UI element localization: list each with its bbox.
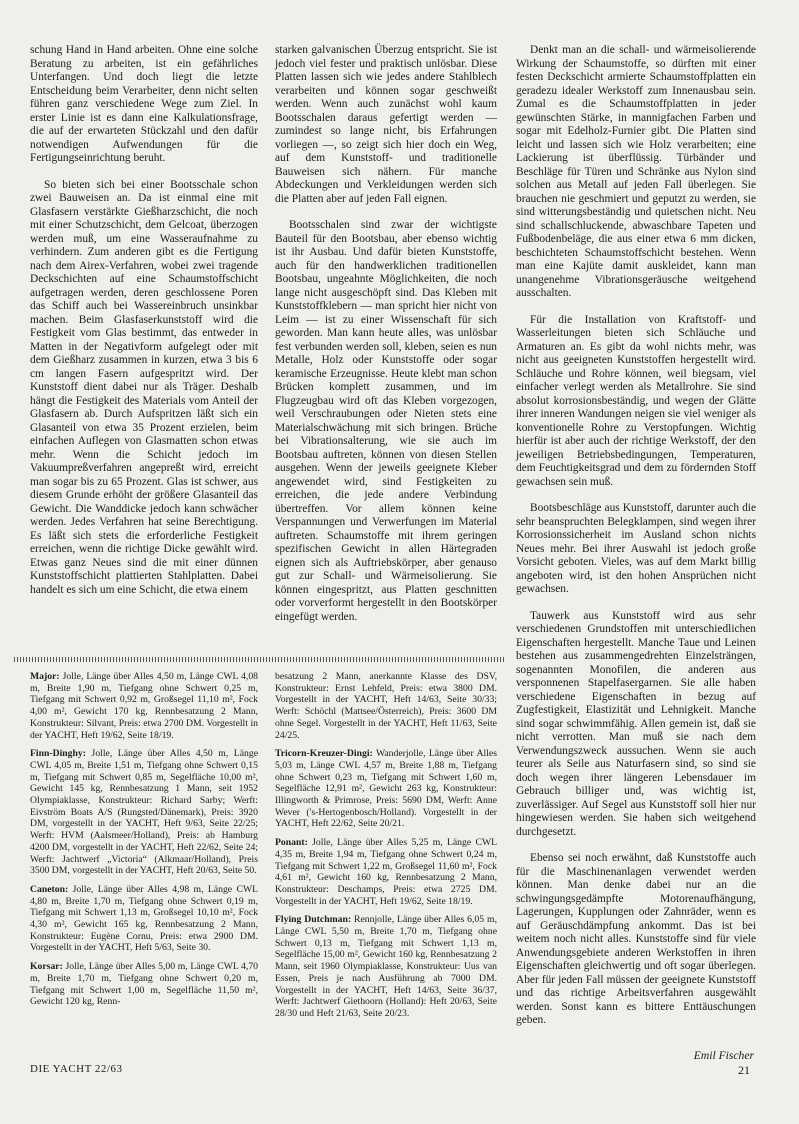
- paragraph: So bieten sich bei einer Bootsschale schon zwei Bauweisen an. Da ist einmal eine mit Glasfasern verstärkte Gießharzschicht, die noch mit einer Schutzschicht, dem Gelcoat, überzogen werden muß, um eine Wasseraufnahme zu verhindern. Zum anderen gibt es die Fertigung nach dem Airex-Verfahren, wobei zwei tragende Deckschichten auf eine Schaumstoffschicht aufgetragen werden, deren geschlossene Poren das Schiff auch bei Wassereinbruch unsinkbar machen. Beim Glasfaserkunststoff wird die Festigkeit vom Glas bestimmt, das entweder in Matten in der Negativform aufgelegt oder mit dem Gießharz zusammen in kurzen, etwa 3 bis 6 cm langen Fasern aufgespritzt wird. Der Kunststoff dient dabei nur als Träger. Deshalb hängt die Festigkeit des Materials vom Anteil der Glasfasern ab. Durch Aufspritzen läßt sich ein Glasanteil von etwa 35 Prozent erzielen, beim einfachen Auflegen von Glasmatten schon etwas mehr. Wenn die Schicht jedoch im Vakuumpreßverfahren angepreßt wird, erreicht man sogar bis zu 65 Prozent. Glas ist schwer, aus diesem Grunde erhöht der größere Glasanteil das Gewicht. Die Wanddicke jedoch kann schwächer werden. Jedes Verfahren hat seine Berechtigung. Es läßt sich stets die erforderliche Festigkeit erreichen, wenn die richtige Dicke gewählt wird. Etwas ganz Neues sind die mit einer dünnen Kunststoffschicht plattierten Stahlplatten. Dabei handelt es sich um eine Schicht, die etwa einem: [30, 178, 258, 596]
- article-column-3: [516, 44, 756, 1041]
- boat-name: Korsar:: [30, 961, 63, 973]
- paragraph: schung Hand in Hand arbeiten. Ohne eine solche Beratung zu arbeiten, ist ein gefährliches Unterfangen. Und doch liegt die letzte Entscheidung beim Verarbeiter, denn nicht selten führen ganz verschiedene Wege zum Ziel. In erster Linie ist es dann eine Kalkulationsfrage, die auf der erwarteten Stückzahl und den dafür notwendigen Aufwendungen für die Fertigungseinrichtung beruht.: [30, 44, 258, 164]
- boat-spec-text: Jolle, Länge über Alles 5,00 m, Länge CWL 4,70 m, Breite 1,70 m, Tiefgang ohne Schwert 0,20 m, Tiefgang mit Schwert 1,00 m, Segelfläche 11,50 m², Gewicht 120 kg, Renn-: [30, 961, 259, 1008]
- boat-spec-entry: [275, 748, 497, 830]
- author-signature: Emil Fischer: [693, 1049, 754, 1062]
- boat-spec-text: Jolle, Länge über Alles 5,25 m, Länge CWL 4,35 m, Breite 1,94 m, Tiefgang ohne Schwert 0,24 m, Tiefgang mit Schwert 1,22 m, Großsegel 11,60 m², Fock 4,61 m², Gewicht 160 kg, Rennbesatzung 2 Mann, Konstrukteur: Deschamps, Preis: etwa 2725 DM. Vorgestellt in der YACHT, Heft 19/62, Seite 18/19.: [275, 837, 498, 907]
- boat-name: Major:: [30, 671, 60, 682]
- spec-box-divider: [14, 657, 506, 662]
- paragraph: Denkt man an die schall- und wärmeisolierende Wirkung der Schaumstoffe, so dürften mit einer festen Deckschicht armierte Schaumstoffplatten ein geradezu idealer Werkstoff zum Innenausbau sein. Zumal es die Schaumstoffplatten in jeder gewünschten Stärke, in mannigfachen Farben und sogar mit Edelholz-Furnier gibt. Die Platten sind leicht und lassen sich wie Holz verarbeiten; eine Lackierung ist überflüssig. Türbänder und Beschläge für Türen und Schränke aus Nylon sind solchen aus Metall auf jeden Fall überlegen. Sie brauchen nie geschmiert und geputzt zu werden, sie sind witterungsbeständig und quietschen nicht. Neu sind schallschluckende, abwaschbare Tapeten und Fußbodenbeläge, die aus einer etwa 6 mm dicken, beschichteten Schaumstoffschicht bestehen. Wenn man eine Kajüte damit auskleidet, kann man unangenehme Vibrationsgeräusche weitgehend ausschalten.: [516, 44, 756, 299]
- boat-spec-entry: [30, 961, 258, 1008]
- boat-spec-entry: [30, 884, 258, 954]
- boat-specs-left: [30, 671, 258, 1015]
- boat-specs-right: [275, 671, 497, 1027]
- boat-name: Tricorn-Kreuzer-Dingi:: [275, 748, 373, 760]
- boat-spec-text: Jolle, Länge über Alles 4,98 m, Länge CWL 4,80 m, Breite 1,70 m, Tiefgang ohne Schwert 0,19 m, Tiefgang mit Schwert 1,13 m, Großsegel 10,10 m², Fock 4,30 m², Gewicht 165 kg, Rennbesatzung 2 Mann, Konstrukteur: Eugène Cornu, Preis: etwa 2900 DM. Vorgestellt in der YACHT, Heft 5/63, Seite 30.: [30, 883, 259, 954]
- boat-name: Caneton:: [30, 883, 69, 895]
- boat-spec-text: Jolle, Länge über Alles 4,50 m, Länge CWL 4,08 m, Breite 1,90 m, Tiefgang ohne Schwert 0,25 m, Tiefgang mit Schwert 0,92 m, Großsegel 11,10 m², Fock 4,00 m², Gewicht 170 kg, Rennbesatzung 2 Mann, Konstrukteur: Silvant, Preis: etwa 2700 DM. Vorgestellt in der YACHT, Heft 19/62, Seite 18/19.: [30, 671, 259, 741]
- boat-spec-text: Jolle, Länge über Alles 4,50 m, Länge CWL 4,05 m, Breite 1,51 m, Tiefgang ohne Schwert 0,15 m, Tiefgang mit Schwert 0,85 m, Segelfläche 10,00 m², Gewicht 145 kg, Rennbesatzung 1 Mann, seit 1952 Olympiaklasse, Konstrukteur: Richard Sarby; Werft: Eivström Boats A/S (Rungsted/Dänemark), Preis: 3920 DM, vorgestellt in der YACHT, Heft 9/63, Seite 22/25; Werft: HVM (Aalsmeer/Holland), Preis: ab Hamburg 4200 DM, vorgestellt in der YACHT, Heft 22/62, Seite 24; Werft: Jachtwerf „Victoria“ (Alkmaar/Holland), Preis 3500 DM, vorgestellt in der YACHT, Heft 20/63, Seite 50.: [30, 748, 258, 877]
- boat-name: Finn-Dinghy:: [30, 748, 86, 760]
- boat-spec-text: besatzung 2 Mann, anerkannte Klasse des DSV, Konstrukteur: Ernst Lehfeld, Preis: etwa 3800 DM. Vorgestellt in der YACHT, Heft 14/63, Seite 30/33; Werft: Schöchl (Mattsee/Österreich), Preis: 3600 DM ohne Segel. Vorgestellt in der YACHT, Heft 11/63, Seite 24/25.: [275, 671, 497, 741]
- boat-spec-text: Rennjolle, Länge über Alles 6,05 m, Länge CWL 5,50 m, Breite 1,70 m, Tiefgang ohne Schwert 0,13 m, Tiefgang mit Schwert 1,13 m, Segelfläche 15,00 m², Gewicht 160 kg, Rennbesatzung 2 Mann, seit 1960 Olympiaklasse, Konstrukteur: Uus van Essen, Preis je nach Ausführung ab 7000 DM. Vorgestellt in der YACHT, Heft 14/63, Seite 36/37, Werft: Jachtwerf Giethoorn (Holland): Heft 20/63, Seite 28/30 und Heft 21/63, Seite 20/23.: [275, 914, 497, 1019]
- footer-publication: DIE YACHT 22/63: [30, 1063, 123, 1075]
- article-column-2: [275, 44, 497, 637]
- boat-spec-entry: [30, 671, 258, 741]
- boat-spec-entry: [275, 837, 497, 907]
- boat-name: Flying Dutchman:: [275, 914, 352, 926]
- paragraph: starken galvanischen Überzug entspricht. Sie ist jedoch viel fester und praktisch unlösbar. Diese Platten lassen sich wie jedes andere Stahlblech verarbeiten und können sogar geschweißt werden. Wenn auch zunächst wohl kaum Bootsschalen daraus gefertigt werden — zumindest so lange nicht, bis Erfahrungen vorliegen —, so zeigt sich hier doch ein Weg, auf dem Kunststoff- und traditionelle Bauweisen sich nähern. Für manche Abdeckungen und Verkleidungen werden sich die Platten aber auf jeden Fall eignen.: [275, 44, 497, 205]
- boat-spec-entry: [275, 671, 497, 741]
- paragraph: Bootsschalen sind zwar der wichtigste Bauteil für den Bootsbau, aber ebenso wichtig ist ihr Ausbau. Und dafür bieten Kunststoffe, auch für den handwerklichen traditionellen Bootsbau, ungeahnte Möglichkeiten, die noch lange nicht ausgeschöpft sind. Das Kleben mit Kunststoffklebern — man spricht hier nicht von Leim — ist zu einer Wissenschaft für sich geworden. Man kann heute alles, was unlösbar fest verbunden werden soll, kleben, seien es nun Metalle, Holz oder Kunststoffe oder sogar keramische Erzeugnisse. Heute klebt man schon Brücken komplett zusammen, und im Flugzeugbau wird oft das Kleben vorgezogen, weil Verschraubungen oder Nieten stets eine Materialschwächung mit sich bringen. Brüche bei Vibrationsalterung, wie sie auch im Bootsbau auftreten, können von diesen Stellen ausgehen. Wenn der jeweils geeignete Kleber angewendet wird, sind Festigkeiten zu erreichen, die jede andere Verbindung übertreffen. Vor allem können keine Verspannungen und Verwerfungen im Material auftreten. Schaumstoffe mit ihrem geringen spezifischen Gewicht in allen Härtegraden eignen sich als Auftriebskörper, aber genauso gut zur Schall- und Wärmeisolierung. Sie können eingespritzt, aus Platten geschnitten oder vorverformt hergestellt in den Bootskörper eingefügt werden.: [275, 219, 497, 623]
- paragraph: Ebenso sei noch erwähnt, daß Kunststoffe auch für die Maschinenanlagen verwendet werden können. Man denke dabei nur an die schwingungsgedämpfte Motorenaufhängung, Lagerungen, Kupplungen oder Zahnräder, wenn es auf Geräuschdämpfung ankommt. Das ist bei weitem noch nicht alles. Kunststoffe sind für viele Anwendungsgebiete anderen Werkstoffen in ihren Eigenschaften gleichwertig und oft sogar überlegen. Aber für jeden Fall müssen der geeignete Kunststoff und das richtige Arbeitsverfahren ausgewählt werden. Sonst kann es bittere Enttäuschungen geben.: [516, 852, 756, 1026]
- paragraph: Für die Installation von Kraftstoff- und Wasserleitungen bieten sich Schläuche und Armaturen an. Es gibt da wohl nichts mehr, was nicht aus geeigneten Kunststoffen hergestellt wird. Schläuche und Rohre können, weil biegsam, viel einfacher verlegt werden als Metallrohre. Sie sind absolut korrosionsbeständig, und wegen der Glätte ihrer inneren Wandungen neigen sie viel weniger als konventionelle Rohre zu Verstopfungen. Wichtig hierfür ist aber auch der richtige Werkstoff, der den jeweiligen Betriebsbedingungen, Temperaturen, dem Feuchtigkeitsgrad und dem zu fördernden Stoff gewachsen sein muß.: [516, 313, 756, 488]
- paragraph: Bootsbeschläge aus Kunststoff, darunter auch die sehr beanspruchten Belegklampen, sind wegen ihrer Korrosionssicherheit im Ausland schon nichts Neues mehr. Bei ihrer Auswahl ist jedoch große Vorsicht geboten. Vieles, was auf dem Markt billig angeboten wird, ist den hohen Ansprüchen nicht gewachsen.: [516, 502, 756, 595]
- boat-spec-entry: [30, 748, 258, 877]
- boat-spec-entry: [275, 914, 497, 1019]
- page-number: 21: [738, 1063, 750, 1077]
- boat-spec-text: Wanderjolle, Länge über Alles 5,03 m, Länge CWL 4,57 m, Breite 1,88 m, Tiefgang ohne Schwert 0,23 m, Tiefgang mit Schwert 1,60 m, Segelfläche 12,91 m², Gewicht 263 kg, Konstrukteur: Illingworth & Primrose, Preis: 5690 DM, Werft: Anne Wever ('s-Hertogenbosch/Holland). Vorgestellt in der YACHT, Heft 22/62, Seite 20/21.: [275, 748, 497, 830]
- boat-name: Ponant:: [275, 837, 308, 849]
- paragraph: Tauwerk aus Kunststoff wird aus sehr verschiedenen Grundstoffen mit unterschiedlichen Eigenschaften hergestellt. Manche Taue und Leinen bestehen aus zusammengedrehten Einzelsträngen, sogenannten Monofilen, die anderen aus versponnenen Stapelfasergarnen. Sie alle haben verschiedene Eigenschaften in bezug auf Zugfestigkeit, Elastizität und Lehnigkeit. Manche sind sogar schwimmfähig. Allen gemein ist, daß sie nicht verrotten. Man muß sie nach dem Verwendungszweck aussuchen. Wenn sie auch teurer als Seile aus Naturfasern sind, so sind sie doch wegen ihrer längeren Lebensdauer im Gebrauch billiger und, was wichtig ist, zuverlässiger. Auf Segel aus Kunststoff soll hier nur hingewiesen werden. Sie haben sich weitgehend durchgesetzt.: [516, 609, 756, 838]
- article-column-1: [30, 44, 258, 610]
